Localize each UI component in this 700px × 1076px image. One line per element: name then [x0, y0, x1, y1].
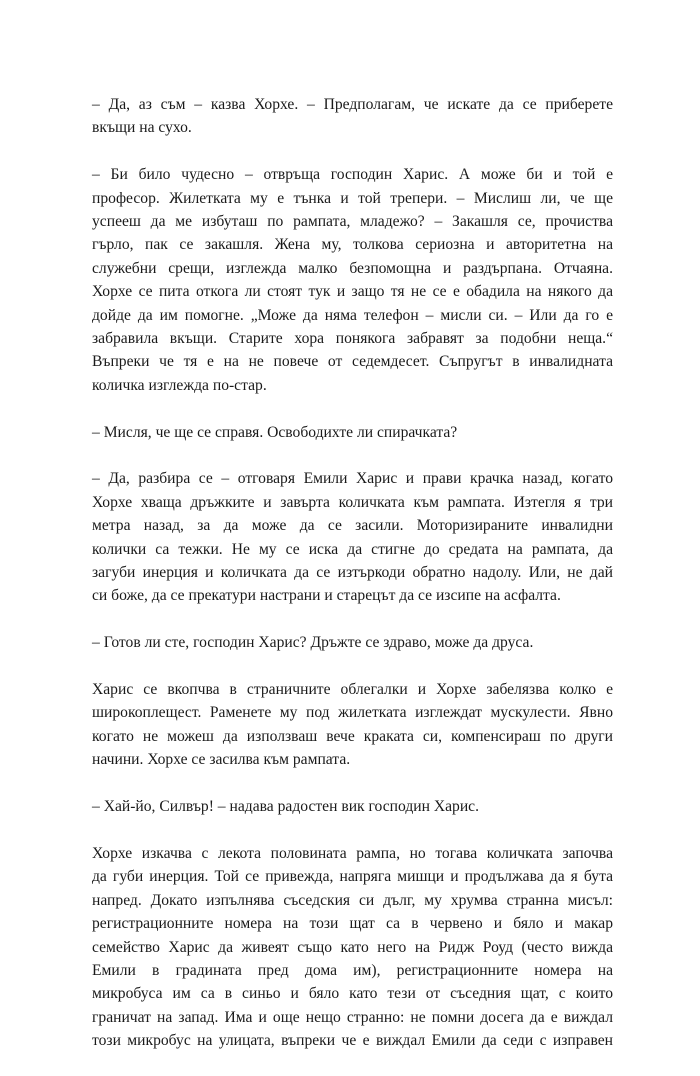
- text-line: семейство Харис да живеят също като него на Ридж Роуд (често вижда: [92, 938, 613, 956]
- paragraph: [92, 631, 613, 654]
- text-line: Хорхе изкачва с лекота половината рампа, но тогава количката започва: [92, 844, 613, 862]
- text-line: Харис се вкопчва в страничните облегалки и Хорхе забелязва колко е: [92, 681, 613, 699]
- text-line: – Мисля, че ще се справя. Освободихте ли спирачката?: [92, 423, 458, 441]
- text-line: Хорхе хваща дръжките и завърта количката към рампата. Изтегля я три: [92, 493, 613, 511]
- paragraph: [92, 795, 613, 818]
- text-line: – Да, разбира се – отговаря Емили Харис и прави крачка назад, когато: [92, 470, 613, 488]
- text-line: забравила вкъщи. Старите хора понякога забравят за подобни неща.“: [92, 330, 613, 348]
- document-page: [92, 93, 613, 1076]
- text-line: Хорхе се пита откога ли стоят тук и защо тя не се е обадила на някого да: [92, 283, 613, 301]
- paragraph: [92, 93, 613, 140]
- text-line: този микробус на улицата, въпреки че е виждал Емили да седи с изправен: [92, 1032, 613, 1050]
- text-line: начини. Хорхе се засилва към рампата.: [92, 751, 351, 769]
- text-line: Емили в градината пред дома им), регистрационните номера на: [92, 961, 613, 979]
- text-line: широкоплещест. Раменете му под жилетката изглеждат мускулести. Явно: [92, 704, 613, 722]
- text-line: колички са тежки. Не му се иска да стигне до средата на рампата, да: [92, 540, 613, 558]
- text-line: – Хай-йо, Силвър! – надава радостен вик господин Харис.: [92, 798, 479, 816]
- text-line: Въпреки че тя е на не повече от седемдесет. Съпругът в инвалидната: [92, 353, 613, 371]
- text-line: служебни срещи, изглежда малко безпомощна и раздърпана. Отчаяна.: [92, 259, 613, 277]
- text-line: гърло, пак се закашля. Жена му, толкова сериозна и авторитетна на: [92, 236, 613, 254]
- text-line: количка изглежда по-стар.: [92, 376, 267, 394]
- text-line: да губи инерция. Той се привежда, напряга мишци и продължава да я бута: [92, 868, 613, 886]
- text-line: метра назад, за да може да се засили. Моторизираните инвалидни: [92, 517, 613, 535]
- text-line: професор. Жилетката му е тънка и той трепери. – Мислиш ли, че ще: [92, 189, 613, 207]
- paragraph: [92, 421, 613, 444]
- text-line: – Да, аз съм – казва Хорхе. – Предполагам, че искате да се приберете: [92, 96, 613, 113]
- paragraph: [92, 163, 613, 397]
- text-line: граничат на запад. Има и още нещо странно: не помни досега да е виждал: [92, 1008, 613, 1026]
- paragraph: [92, 467, 613, 607]
- text-line: напред. Докато изпълнява съседския си дълг, му хрумва странна мисъл:: [92, 891, 613, 909]
- text-line: вкъщи на сухо.: [92, 119, 192, 137]
- text-line: – Би било чудесно – отвръща господин Харис. А може би и той е: [92, 166, 613, 184]
- text-line: си боже, да се прекатури настрани и старецът да се изсипе на асфалта.: [92, 587, 561, 605]
- text-line: успееш да ме избуташ по рампата, младежо? – Закашля се, прочиства: [92, 213, 613, 231]
- text-line: микробуса им са в синьо и бяло като тези от съседния щат, с които: [92, 985, 613, 1003]
- text-line: загуби инерция и количката да се изтъркоди обратно надолу. Или, не дай: [92, 564, 613, 582]
- text-line: когато не можеш да използваш вече краката си, компенсираш по други: [92, 727, 613, 745]
- text-line: регистрационните номера на този щат са в червено и бяло и макар: [92, 915, 613, 933]
- paragraph: [92, 842, 613, 1053]
- text-line: – Готов ли сте, господин Харис? Дръжте се здраво, може да друса.: [92, 634, 534, 652]
- paragraph: [92, 678, 613, 772]
- text-line: дойде да им помогне. „Може да няма телефон – мисли си. – Или да го е: [92, 306, 613, 324]
